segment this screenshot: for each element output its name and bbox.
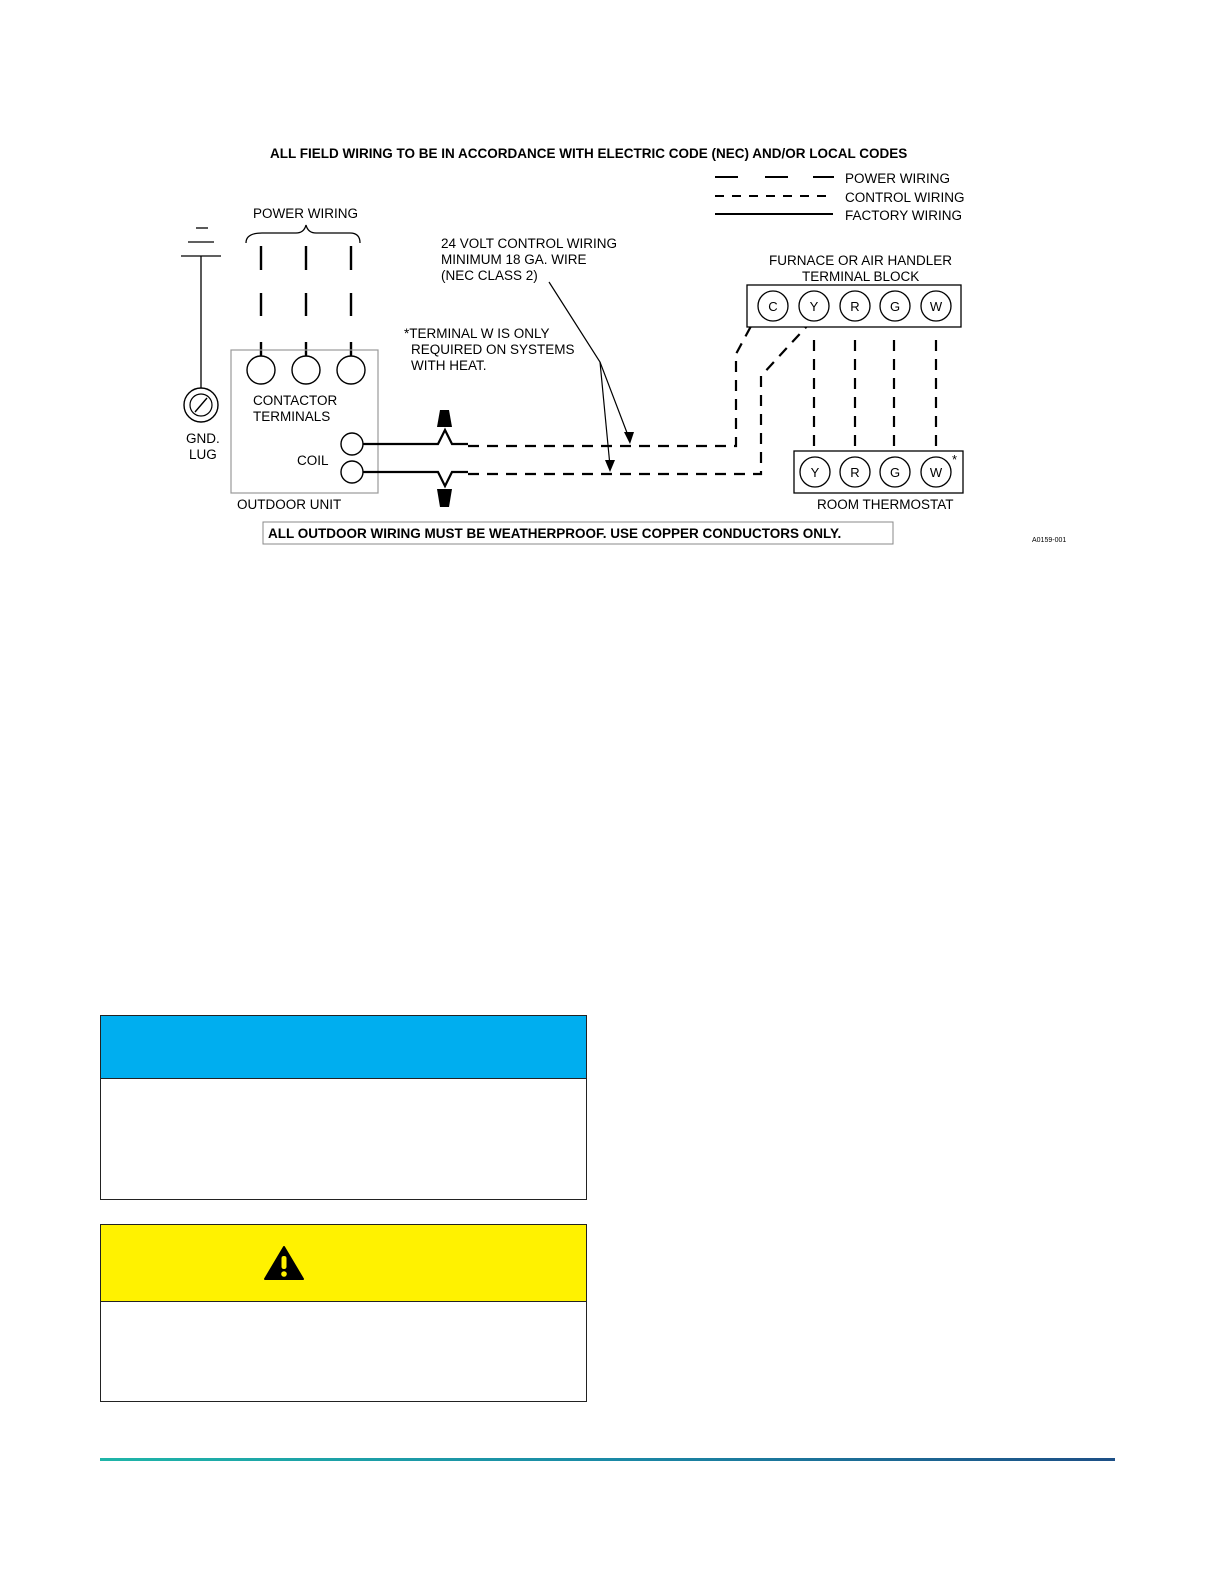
notice-header [101,1016,586,1079]
control-note-line1: 24 VOLT CONTROL WIRING [441,236,618,251]
thermostat-terminal-y: Y [810,465,820,480]
control-note-line3: (NEC CLASS 2) [441,268,538,283]
ground-symbol [181,228,221,388]
caution-header [101,1225,586,1302]
power-wiring-label: POWER WIRING [253,206,358,221]
thermostat-terminal-r: R [850,465,860,480]
furnace-label-line2: TERMINAL BLOCK [802,269,920,284]
contactor-label-line1: CONTACTOR [253,393,338,408]
thermostat-terminal-g: G [889,465,901,480]
ground-lug-icon [184,388,218,422]
contactor-terminals [247,356,365,384]
power-wiring-brace [246,225,360,243]
terminal-w-note-line2: REQUIRED ON SYSTEMS [411,342,575,357]
break-arrow-top [437,410,452,427]
furnace-terminal-y: Y [809,299,819,314]
figure-code: A0159-001 [1032,537,1067,544]
break-arrow-bottom [437,489,452,507]
outdoor-wiring-note: ALL OUTDOOR WIRING MUST BE WEATHERPROOF. USE COPPER CONDUCTORS ONLY. [268,526,842,541]
coil-terminals [341,433,363,483]
wiring-diagram [0,0,1224,600]
furnace-terminal-w: W [929,299,943,314]
legend-power-wiring: POWER WIRING [845,171,950,186]
diagram-title: ALL FIELD WIRING TO BE IN ACCORDANCE WITH ELECTRIC CODE (NEC) AND/OR LOCAL CODES [270,146,908,161]
thermostat-w-asterisk: * [952,452,958,467]
thermostat-terminal-w: W [929,465,943,480]
furnace-terminal-c: C [768,299,778,314]
ground-label-line1: GND. [186,431,220,446]
furnace-terminal-r: R [850,299,860,314]
caution-box [100,1224,587,1402]
footer-rule [100,1458,1115,1461]
outdoor-unit-label: OUTDOOR UNIT [237,497,342,512]
coil-wiring [363,430,468,486]
leader-arrowhead-upper [624,432,634,444]
warning-triangle-icon [263,1245,305,1281]
leader-arrowhead-lower [605,460,615,472]
control-note-leader [549,282,629,466]
notice-box [100,1015,587,1200]
power-wiring-lines [261,246,351,360]
furnace-label-line1: FURNACE OR AIR HANDLER [769,253,953,268]
legend [715,177,834,214]
terminal-w-note-line1: *TERMINAL W IS ONLY [404,326,550,341]
furnace-terminal-g: G [889,299,901,314]
ground-label-line2: LUG [189,447,217,462]
control-note-line2: MINIMUM 18 GA. WIRE [441,252,587,267]
legend-factory-wiring: FACTORY WIRING [845,208,963,223]
contactor-label-line2: TERMINALS [253,409,331,424]
room-thermostat-label: ROOM THERMOSTAT [817,497,954,512]
terminal-w-note-line3: WITH HEAT. [411,358,487,373]
coil-label: COIL [297,453,329,468]
legend-control-wiring: CONTROL WIRING [845,190,965,205]
